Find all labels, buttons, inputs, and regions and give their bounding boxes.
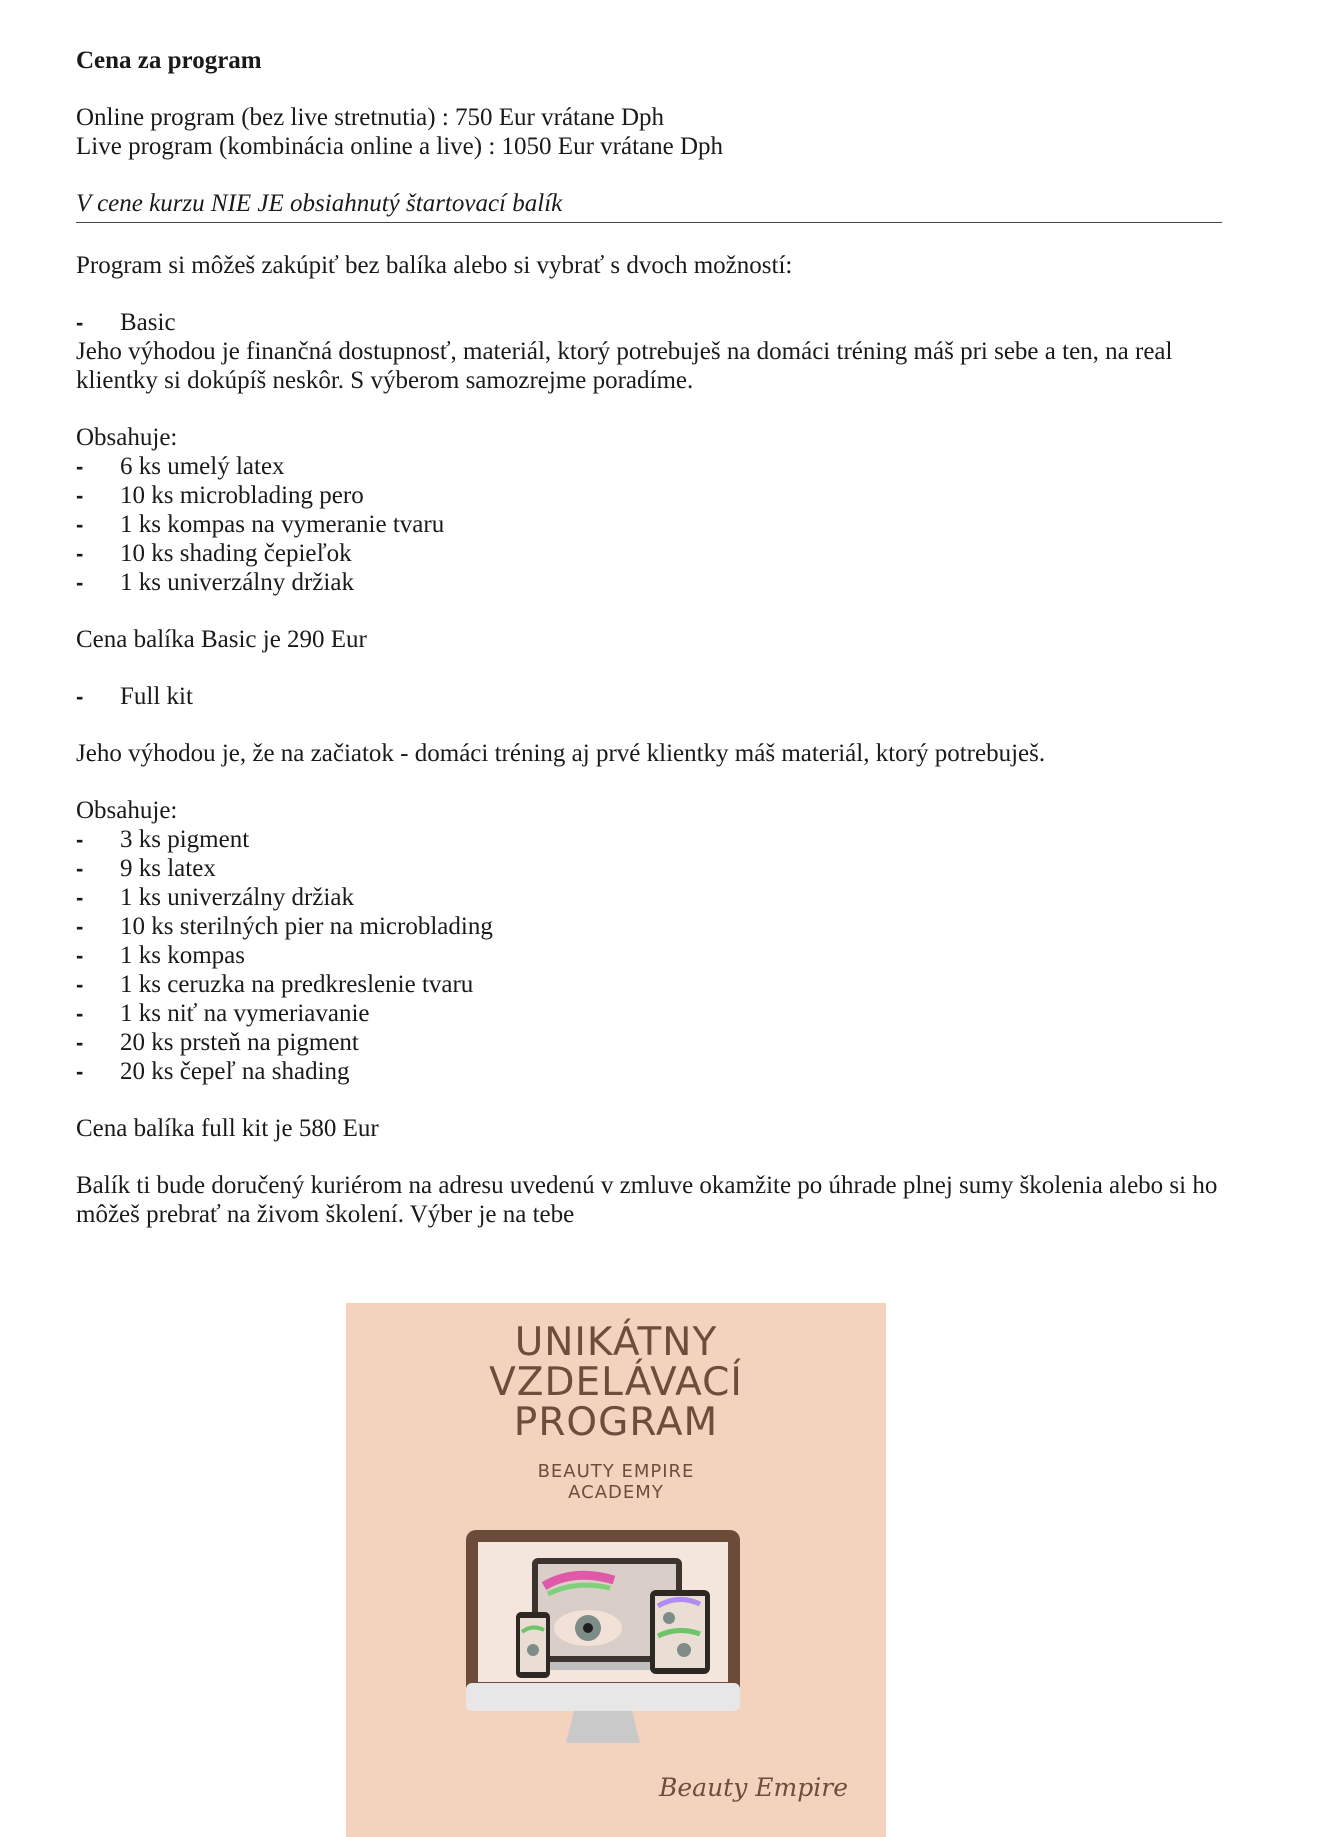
promo-subtitle-line: ACADEMY [568, 1482, 664, 1503]
promo-title-line: VZDELÁVACÍ [489, 1360, 743, 1405]
basic-description: Jeho výhodou je finančná dostupnosť, materiál, ktorý potrebuješ na domáci tréning máš pri sebe a ten, na real klientky si dokúpíš neskôr. S výberom samozrejme poradíme. [76, 338, 1173, 394]
dash-bullet: - [76, 483, 84, 508]
basic-price: Cena balíka Basic je 290 Eur [76, 626, 367, 653]
list-item [76, 999, 1256, 1028]
promo-image [346, 1303, 886, 1837]
dash-bullet: - [76, 310, 84, 335]
dash-bullet: - [76, 1030, 84, 1055]
basic-heading [76, 308, 1256, 337]
list-item [76, 883, 1256, 912]
list-item-text: 1 ks univerzálny držiak [120, 569, 354, 596]
promo-title-line: PROGRAM [513, 1400, 719, 1445]
dash-bullet: - [76, 512, 84, 537]
list-item [76, 912, 1256, 941]
list-item-text: 20 ks prsteň na pigment [120, 1029, 359, 1056]
list-item-text: 1 ks ceruzka na predkreslenie tvaru [120, 971, 474, 998]
dash-bullet: - [76, 454, 84, 479]
basic-items-list [76, 452, 1256, 597]
list-item-text: 1 ks univerzálny držiak [120, 884, 354, 911]
fullkit-name: Full kit [120, 683, 193, 710]
list-item [76, 510, 1256, 539]
basic-name: Basic [120, 309, 176, 336]
price-online: Online program (bez live stretnutia) : 750 Eur vrátane Dph [76, 104, 665, 131]
list-item-text: 3 ks pigment [120, 826, 250, 853]
fullkit-description: Jeho výhodou je, že na začiatok - domáci tréning aj prvé klientky máš materiál, ktorý potrebuješ. [76, 740, 1046, 767]
list-item [76, 854, 1256, 883]
dash-bullet: - [76, 972, 84, 997]
list-item-text: 6 ks umelý latex [120, 453, 285, 480]
list-item-text: 9 ks latex [120, 855, 216, 882]
promo-subtitle-line: BEAUTY EMPIRE [537, 1461, 695, 1482]
promo-title [346, 1320, 886, 1445]
list-item [76, 1057, 1256, 1086]
list-item [76, 481, 1256, 510]
promo-subtitle [346, 1461, 886, 1503]
list-item-text: 1 ks kompas [120, 942, 245, 969]
promo-title-line: UNIKÁTNY [514, 1320, 718, 1365]
list-item-text: 10 ks microblading pero [120, 482, 364, 509]
list-item [76, 970, 1256, 999]
list-item-text: 10 ks sterilných pier na microblading [120, 913, 493, 940]
fullkit-price: Cena balíka full kit je 580 Eur [76, 1115, 379, 1142]
list-item-text: 1 ks kompas na vymeranie tvaru [120, 511, 445, 538]
dash-bullet: - [76, 885, 84, 910]
basic-contains-label: Obsahuje: [76, 424, 178, 451]
dash-bullet: - [76, 684, 84, 709]
list-item [76, 825, 1256, 854]
list-item [76, 539, 1256, 568]
delivery-text: Balík ti bude doručený kuriérom na adresu uvedenú v zmluve okamžite po úhrade plnej sumy školenia alebo si ho môžeš prebrať na živom školení. Výber je na tebe [76, 1172, 1218, 1228]
document-body [76, 46, 1256, 1229]
monitor-illustration [464, 1528, 764, 1758]
dash-bullet: - [76, 1001, 84, 1026]
list-item-text: 20 ks čepeľ na shading [120, 1058, 350, 1085]
dash-bullet: - [76, 827, 84, 852]
dash-bullet: - [76, 856, 84, 881]
list-item [76, 452, 1256, 481]
fullkit-heading [76, 682, 1256, 711]
list-item-text: 10 ks shading čepieľok [120, 540, 352, 567]
fullkit-contains-label: Obsahuje: [76, 797, 178, 824]
brand-logo: Beauty Empire [659, 1773, 848, 1802]
package-note: V cene kurzu NIE JE obsiahnutý štartovací balík [76, 190, 563, 217]
list-item [76, 1028, 1256, 1057]
list-item-text: 1 ks niť na vymeriavanie [120, 1000, 370, 1027]
dash-bullet: - [76, 541, 84, 566]
list-item [76, 941, 1256, 970]
dash-bullet: - [76, 914, 84, 939]
monitor-stand [566, 1711, 640, 1743]
monitor-chin [466, 1683, 740, 1711]
dash-bullet: - [76, 1059, 84, 1084]
dash-bullet: - [76, 943, 84, 968]
list-item [76, 568, 1256, 597]
intro-text: Program si môžeš zakúpiť bez balíka alebo si vybrať s dvoch možností: [76, 252, 793, 279]
fullkit-items-list [76, 825, 1256, 1086]
page-title: Cena za program [76, 47, 262, 74]
price-live: Live program (kombinácia online a live) : 1050 Eur vrátane Dph [76, 133, 724, 160]
dash-bullet: - [76, 570, 84, 595]
